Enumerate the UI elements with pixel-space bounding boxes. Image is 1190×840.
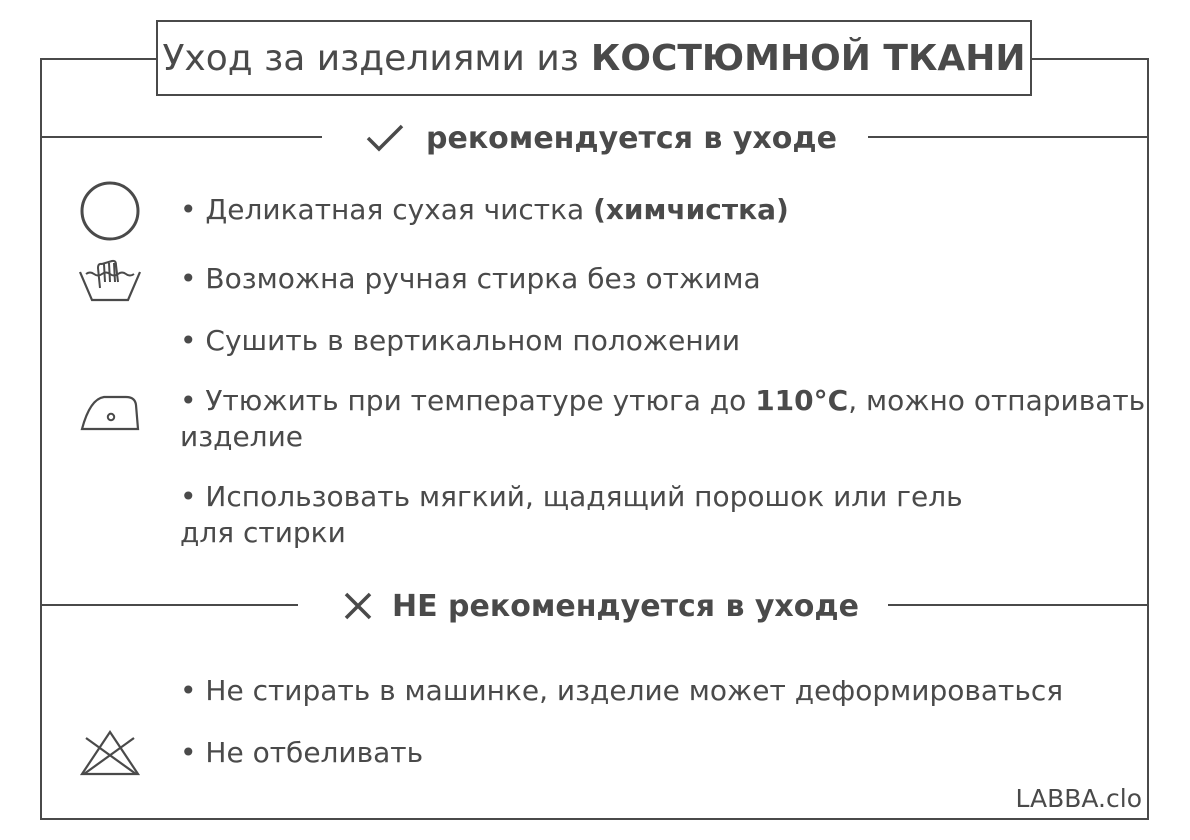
divider-left [40,136,322,138]
title-regular: Уход за изделиями из [162,37,579,79]
divider-right [888,604,1149,606]
no-bleach-icon [78,728,142,778]
bullet: • [180,480,197,513]
list-item [180,323,740,359]
bullet: • [180,674,197,707]
iron-one-dot-icon [78,393,142,433]
item-text: Не стирать в машинке, изделие может деформироваться [205,674,1064,707]
bullet: • [180,384,197,417]
item-bold: 110°C [755,384,849,417]
item-text: Сушить в вертикальном положении [205,324,741,357]
dry-clean-circle-icon [78,179,142,243]
brand-label: LABBA.clo [1015,784,1142,813]
recommended-heading-text: рекомендуется в уходе [426,120,837,156]
item-text: Использовать мягкий, щадящий порошок или гель [205,480,963,513]
bullet: • [180,324,197,357]
bullet: • [180,262,197,295]
cross-icon [344,592,372,620]
list-item [180,735,423,771]
list-item [180,383,1145,455]
list-item [180,479,963,551]
item-line2: изделие [180,420,303,453]
item-text: Деликатная сухая чистка [205,193,585,226]
bullet: • [180,193,197,226]
list-item [180,673,1063,709]
item-line2: для стирки [180,516,346,549]
bullet: • [180,736,197,769]
item-text: Возможна ручная стирка без отжима [205,262,761,295]
item-bold: (химчистка) [593,193,789,226]
list-item [180,192,789,228]
not-recommended-heading-text: НЕ рекомендуется в уходе [392,588,859,624]
recommended-heading [366,118,837,158]
item-text: Не отбеливать [205,736,424,769]
page-title [156,20,1032,96]
divider-right [868,136,1149,138]
hand-wash-icon [78,258,142,304]
title-bold: КОСТЮМНОЙ ТКАНИ [590,37,1026,79]
not-recommended-heading [344,586,859,626]
divider-left [40,604,298,606]
list-item [180,261,761,297]
item-text: Утюжить при температуре утюга до [205,384,747,417]
check-icon [366,123,404,153]
item-text-after: , можно отпаривать [848,384,1146,417]
